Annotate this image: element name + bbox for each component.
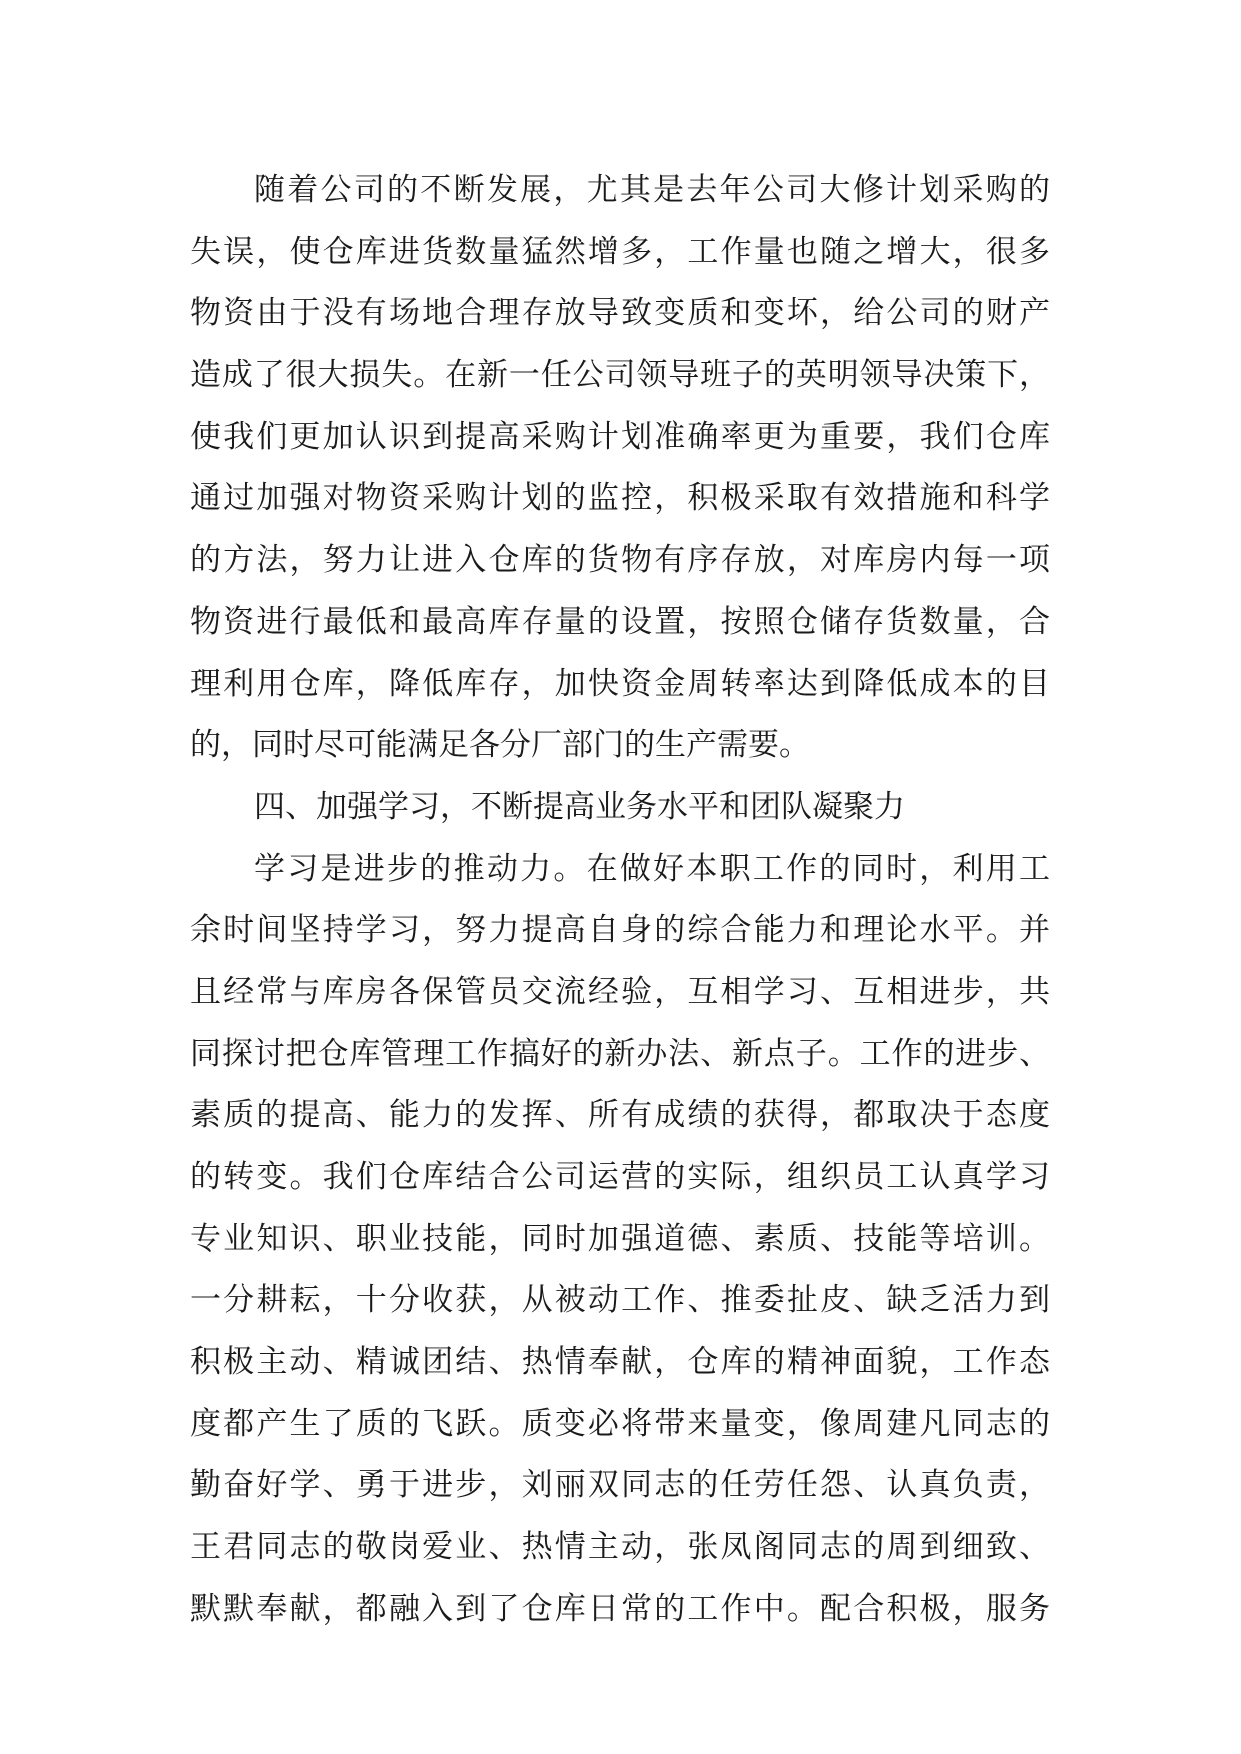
paragraph-line: 勤奋好学、勇于进步，刘丽双同志的任劳任怨、认真负责， — [190, 1467, 1050, 1504]
paragraph-line: 的，同时尽可能满足各分厂部门的生产需要。 — [190, 727, 810, 764]
section-heading: 四、加强学习，不断提高业务水平和团队凝聚力 — [254, 788, 905, 825]
paragraph-line: 同探讨把仓库管理工作搞好的新办法、新点子。工作的进步、 — [190, 1035, 1050, 1072]
paragraph-line: 通过加强对物资采购计划的监控，积极采取有效措施和科学 — [190, 480, 1050, 517]
paragraph-line: 度都产生了质的飞跃。质变必将带来量变，像周建凡同志的 — [190, 1405, 1050, 1442]
paragraph-line: 的方法，努力让进入仓库的货物有序存放，对库房内每一项 — [190, 542, 1050, 579]
paragraph-line: 余时间坚持学习，努力提高自身的综合能力和理论水平。并 — [190, 912, 1050, 949]
paragraph-line: 学习是进步的推动力。在做好本职工作的同时，利用工 — [254, 850, 1050, 887]
paragraph-line: 且经常与库房各保管员交流经验，互相学习、互相进步，共 — [190, 973, 1050, 1010]
paragraph-line: 默默奉献，都融入到了仓库日常的工作中。配合积极，服务 — [190, 1590, 1050, 1627]
paragraph-line: 的转变。我们仓库结合公司运营的实际，组织员工认真学习 — [190, 1159, 1050, 1195]
paragraph-line: 积极主动、精诚团结、热情奉献，仓库的精神面貌，工作态 — [190, 1344, 1050, 1381]
paragraph-line: 专业知识、职业技能，同时加强道德、素质、技能等培训。 — [190, 1220, 1050, 1257]
paragraph-line: 随着公司的不断发展，尤其是去年公司大修计划采购的 — [254, 172, 1050, 208]
paragraph-line: 物资进行最低和最高库存量的设置，按照仓储存货数量，合 — [190, 603, 1050, 640]
paragraph-line: 王君同志的敬岗爱业、热情主动，张凤阁同志的周到细致、 — [190, 1529, 1050, 1566]
paragraph-line: 一分耕耘，十分收获，从被动工作、推委扯皮、缺乏活力到 — [190, 1282, 1050, 1319]
paragraph-line: 造成了很大损失。在新一任公司领导班子的英明领导决策下， — [190, 357, 1050, 394]
body-text — [190, 160, 1050, 1641]
paragraph-line: 物资由于没有场地合理存放导致变质和变坏，给公司的财产 — [190, 295, 1050, 332]
paragraph-line: 失误，使仓库进货数量猛然增多，工作量也随之增大，很多 — [190, 233, 1050, 270]
paragraph-line: 理利用仓库，降低库存，加快资金周转率达到降低成本的目 — [190, 665, 1050, 702]
paragraph-line: 素质的提高、能力的发挥、所有成绩的获得，都取决于态度 — [190, 1097, 1050, 1134]
paragraph-line: 使我们更加认识到提高采购计划准确率更为重要，我们仓库 — [190, 418, 1050, 455]
